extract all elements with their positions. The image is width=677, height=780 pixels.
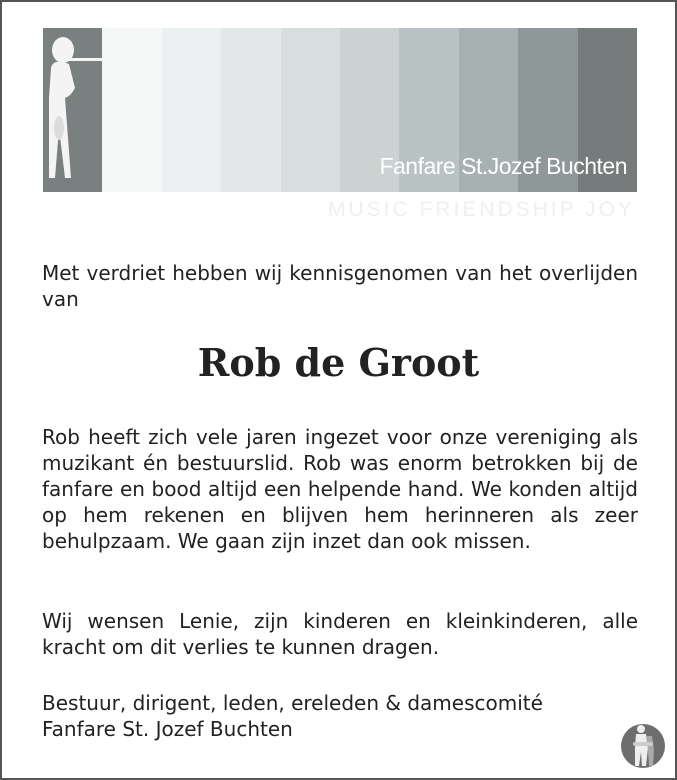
- embrace-emblem-icon: [619, 722, 667, 770]
- wishes-text: Wij wensen Lenie, zijn kinderen en kleinkinderen, alle kracht om dit verlies te kunnen dragen.: [42, 609, 638, 659]
- banner-stripe: [281, 28, 340, 192]
- signature-line-2: Fanfare St. Jozef Buchten: [42, 717, 293, 741]
- deceased-name: Rob de Groot: [197, 340, 480, 385]
- intro-text: Met verdriet hebben wij kennisgenomen van het overlijden van: [42, 261, 638, 311]
- signature-line-1: Bestuur, dirigent, leden, ereleden & damescomité: [42, 691, 543, 715]
- musician-figure-icon: [43, 28, 102, 192]
- banner-stripe: [221, 28, 280, 192]
- banner-tagline: MUSIC FRIENDSHIP JOY: [328, 198, 635, 221]
- banner-logo: [43, 28, 637, 192]
- banner-title: Fanfare St.Jozef Buchten: [379, 153, 627, 179]
- body-text: Rob heeft zich vele jaren ingezet voor onze vereniging als muzikant én bestuurslid. Rob was enorm betrokken bij de fanfare en bood altijd een helpende hand. We konden altijd op hem rekenen en blijven hem herinneren als zeer behulpzaam. We gaan zijn inzet dan ook missen.: [42, 425, 638, 553]
- banner-stripe: [162, 28, 221, 192]
- signature: [42, 690, 638, 742]
- banner-stripe: [102, 28, 161, 192]
